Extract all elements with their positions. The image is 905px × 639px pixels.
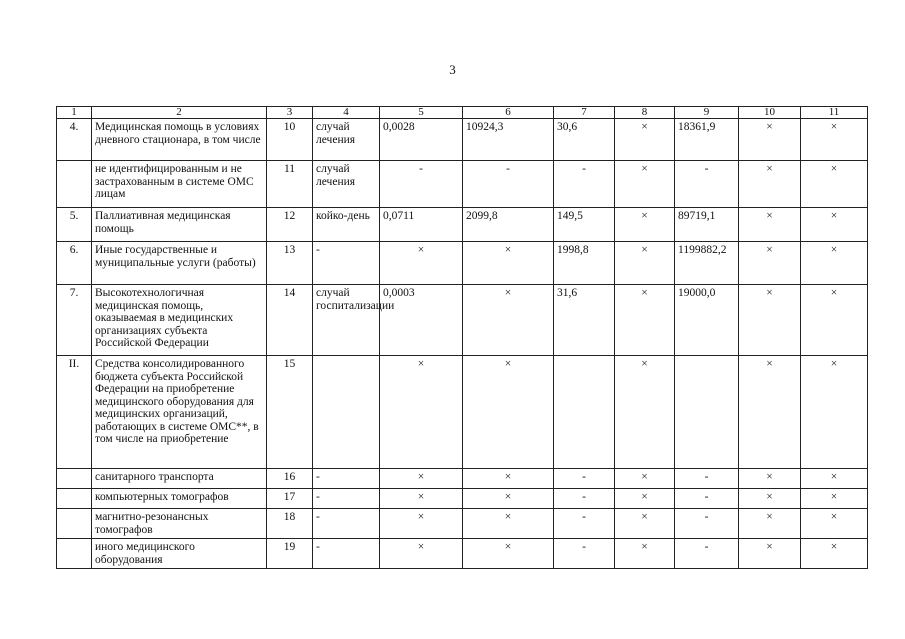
table-cell: × — [463, 539, 554, 569]
table-cell: 1998,8 — [554, 242, 615, 285]
table-cell: 6. — [57, 242, 92, 285]
header-cell: 7 — [554, 107, 615, 119]
table-row — [57, 469, 868, 489]
table-cell: × — [801, 469, 868, 489]
table-cell: 17 — [267, 489, 313, 509]
table-cell: 0,0711 — [380, 208, 463, 242]
table-cell: - — [554, 509, 615, 539]
header-cell: 4 — [313, 107, 380, 119]
table-cell: × — [739, 285, 801, 356]
table-cell: 19 — [267, 539, 313, 569]
header-cell: 10 — [739, 107, 801, 119]
table-cell: × — [801, 356, 868, 469]
table-cell: × — [739, 161, 801, 208]
table-cell: - — [380, 161, 463, 208]
header-cell: 5 — [380, 107, 463, 119]
table-cell: 10924,3 — [463, 119, 554, 161]
table-cell: 19000,0 — [675, 285, 739, 356]
table-cell: случай госпитализации — [313, 285, 380, 356]
table-cell: × — [739, 242, 801, 285]
table-cell: × — [380, 469, 463, 489]
table-cell: 30,6 — [554, 119, 615, 161]
table-cell: × — [615, 469, 675, 489]
table-cell: - — [313, 469, 380, 489]
header-cell: 9 — [675, 107, 739, 119]
table-cell: - — [675, 469, 739, 489]
table-cell: - — [675, 509, 739, 539]
table-cell: 18361,9 — [675, 119, 739, 161]
table-cell: × — [739, 489, 801, 509]
table-cell: × — [463, 356, 554, 469]
table-cell: 5. — [57, 208, 92, 242]
table-cell: × — [463, 285, 554, 356]
table-cell: × — [801, 208, 868, 242]
table-cell: 2099,8 — [463, 208, 554, 242]
table-cell: Средства консолидированного бюджета субъекта Российской Федерации на приобретение медицинского оборудования для медицинских организаций, работающих в системе ОМС**, в том числе на приобретение — [92, 356, 267, 469]
table-cell: × — [739, 539, 801, 569]
header-cell: 6 — [463, 107, 554, 119]
table-cell: × — [463, 509, 554, 539]
table-cell: × — [380, 242, 463, 285]
table-cell: - — [463, 161, 554, 208]
table-row — [57, 242, 868, 285]
table-cell: × — [615, 242, 675, 285]
table-cell: - — [313, 242, 380, 285]
table-cell: - — [675, 539, 739, 569]
table-row — [57, 119, 868, 161]
table-cell: × — [380, 509, 463, 539]
table-cell: 31,6 — [554, 285, 615, 356]
table-cell: случай лечения — [313, 161, 380, 208]
table-cell — [57, 489, 92, 509]
table-cell — [57, 161, 92, 208]
table-cell — [675, 356, 739, 469]
table-cell — [57, 539, 92, 569]
table-cell: Паллиативная медицинская помощь — [92, 208, 267, 242]
table-cell: × — [801, 509, 868, 539]
table-cell: × — [380, 356, 463, 469]
table-cell: × — [739, 509, 801, 539]
table-cell: - — [313, 539, 380, 569]
table-cell: 12 — [267, 208, 313, 242]
table-cell: 0,0003 — [380, 285, 463, 356]
header-cell: 2 — [92, 107, 267, 119]
table-cell: × — [380, 489, 463, 509]
table-cell: × — [801, 539, 868, 569]
table-cell: × — [615, 509, 675, 539]
table-cell: - — [675, 161, 739, 208]
table-cell: - — [554, 469, 615, 489]
table-row — [57, 509, 868, 539]
table-cell: × — [615, 208, 675, 242]
table-cell: - — [554, 489, 615, 509]
table-cell: II. — [57, 356, 92, 469]
table-row — [57, 161, 868, 208]
table-cell: 89719,1 — [675, 208, 739, 242]
table-cell — [57, 509, 92, 539]
table-cell: 14 — [267, 285, 313, 356]
table-cell: санитарного транспорта — [92, 469, 267, 489]
table-cell — [57, 469, 92, 489]
table-cell: 4. — [57, 119, 92, 161]
table-cell: 11 — [267, 161, 313, 208]
table-cell: × — [615, 161, 675, 208]
table-cell: 149,5 — [554, 208, 615, 242]
header-cell: 3 — [267, 107, 313, 119]
table-cell: 15 — [267, 356, 313, 469]
header-cell: 8 — [615, 107, 675, 119]
table-cell: случай лечения — [313, 119, 380, 161]
table-cell: - — [554, 161, 615, 208]
table-row — [57, 489, 868, 509]
table-cell: × — [615, 489, 675, 509]
data-table — [56, 106, 868, 569]
table-cell: × — [801, 161, 868, 208]
table-cell: × — [615, 285, 675, 356]
table-cell: компьютерных томографов — [92, 489, 267, 509]
table-cell: магнитно-резонансных томографов — [92, 509, 267, 539]
table-cell: × — [615, 119, 675, 161]
table-cell: Высокотехнологичная медицинская помощь, оказываемая в медицинских организациях субъекта Российской Федерации — [92, 285, 267, 356]
header-cell: 1 — [57, 107, 92, 119]
table-cell: × — [463, 242, 554, 285]
table-cell: × — [615, 539, 675, 569]
table-cell: 16 — [267, 469, 313, 489]
table-cell: 13 — [267, 242, 313, 285]
table-cell: - — [675, 489, 739, 509]
table-cell: × — [739, 119, 801, 161]
page-number: 3 — [449, 62, 456, 77]
table-cell: × — [801, 285, 868, 356]
table-row — [57, 285, 868, 356]
table-row — [57, 208, 868, 242]
table-cell: не идентифицированным и не застрахованным в системе ОМС лицам — [92, 161, 267, 208]
table-cell: 10 — [267, 119, 313, 161]
table-cell — [313, 356, 380, 469]
table-row — [57, 356, 868, 469]
table-cell: 1199882,2 — [675, 242, 739, 285]
table-cell: 18 — [267, 509, 313, 539]
table-cell: × — [739, 356, 801, 469]
table-cell: койко-день — [313, 208, 380, 242]
table-cell: - — [313, 489, 380, 509]
table-cell — [554, 356, 615, 469]
table-cell: × — [739, 208, 801, 242]
table-cell: Иные государственные и муниципальные услуги (работы) — [92, 242, 267, 285]
header-row — [57, 107, 868, 119]
table-row — [57, 539, 868, 569]
table-cell: × — [801, 242, 868, 285]
table-cell: 0,0028 — [380, 119, 463, 161]
table-cell: × — [739, 469, 801, 489]
table-cell: × — [615, 356, 675, 469]
header-cell: 11 — [801, 107, 868, 119]
table-cell: × — [380, 539, 463, 569]
table-cell: × — [801, 489, 868, 509]
table-cell: - — [313, 509, 380, 539]
table-cell: иного медицинского оборудования — [92, 539, 267, 569]
table-cell: Медицинская помощь в условиях дневного стационара, в том числе — [92, 119, 267, 161]
table-cell: - — [554, 539, 615, 569]
table-cell: × — [463, 469, 554, 489]
table-cell: 7. — [57, 285, 92, 356]
table-cell: × — [801, 119, 868, 161]
table-cell: × — [463, 489, 554, 509]
